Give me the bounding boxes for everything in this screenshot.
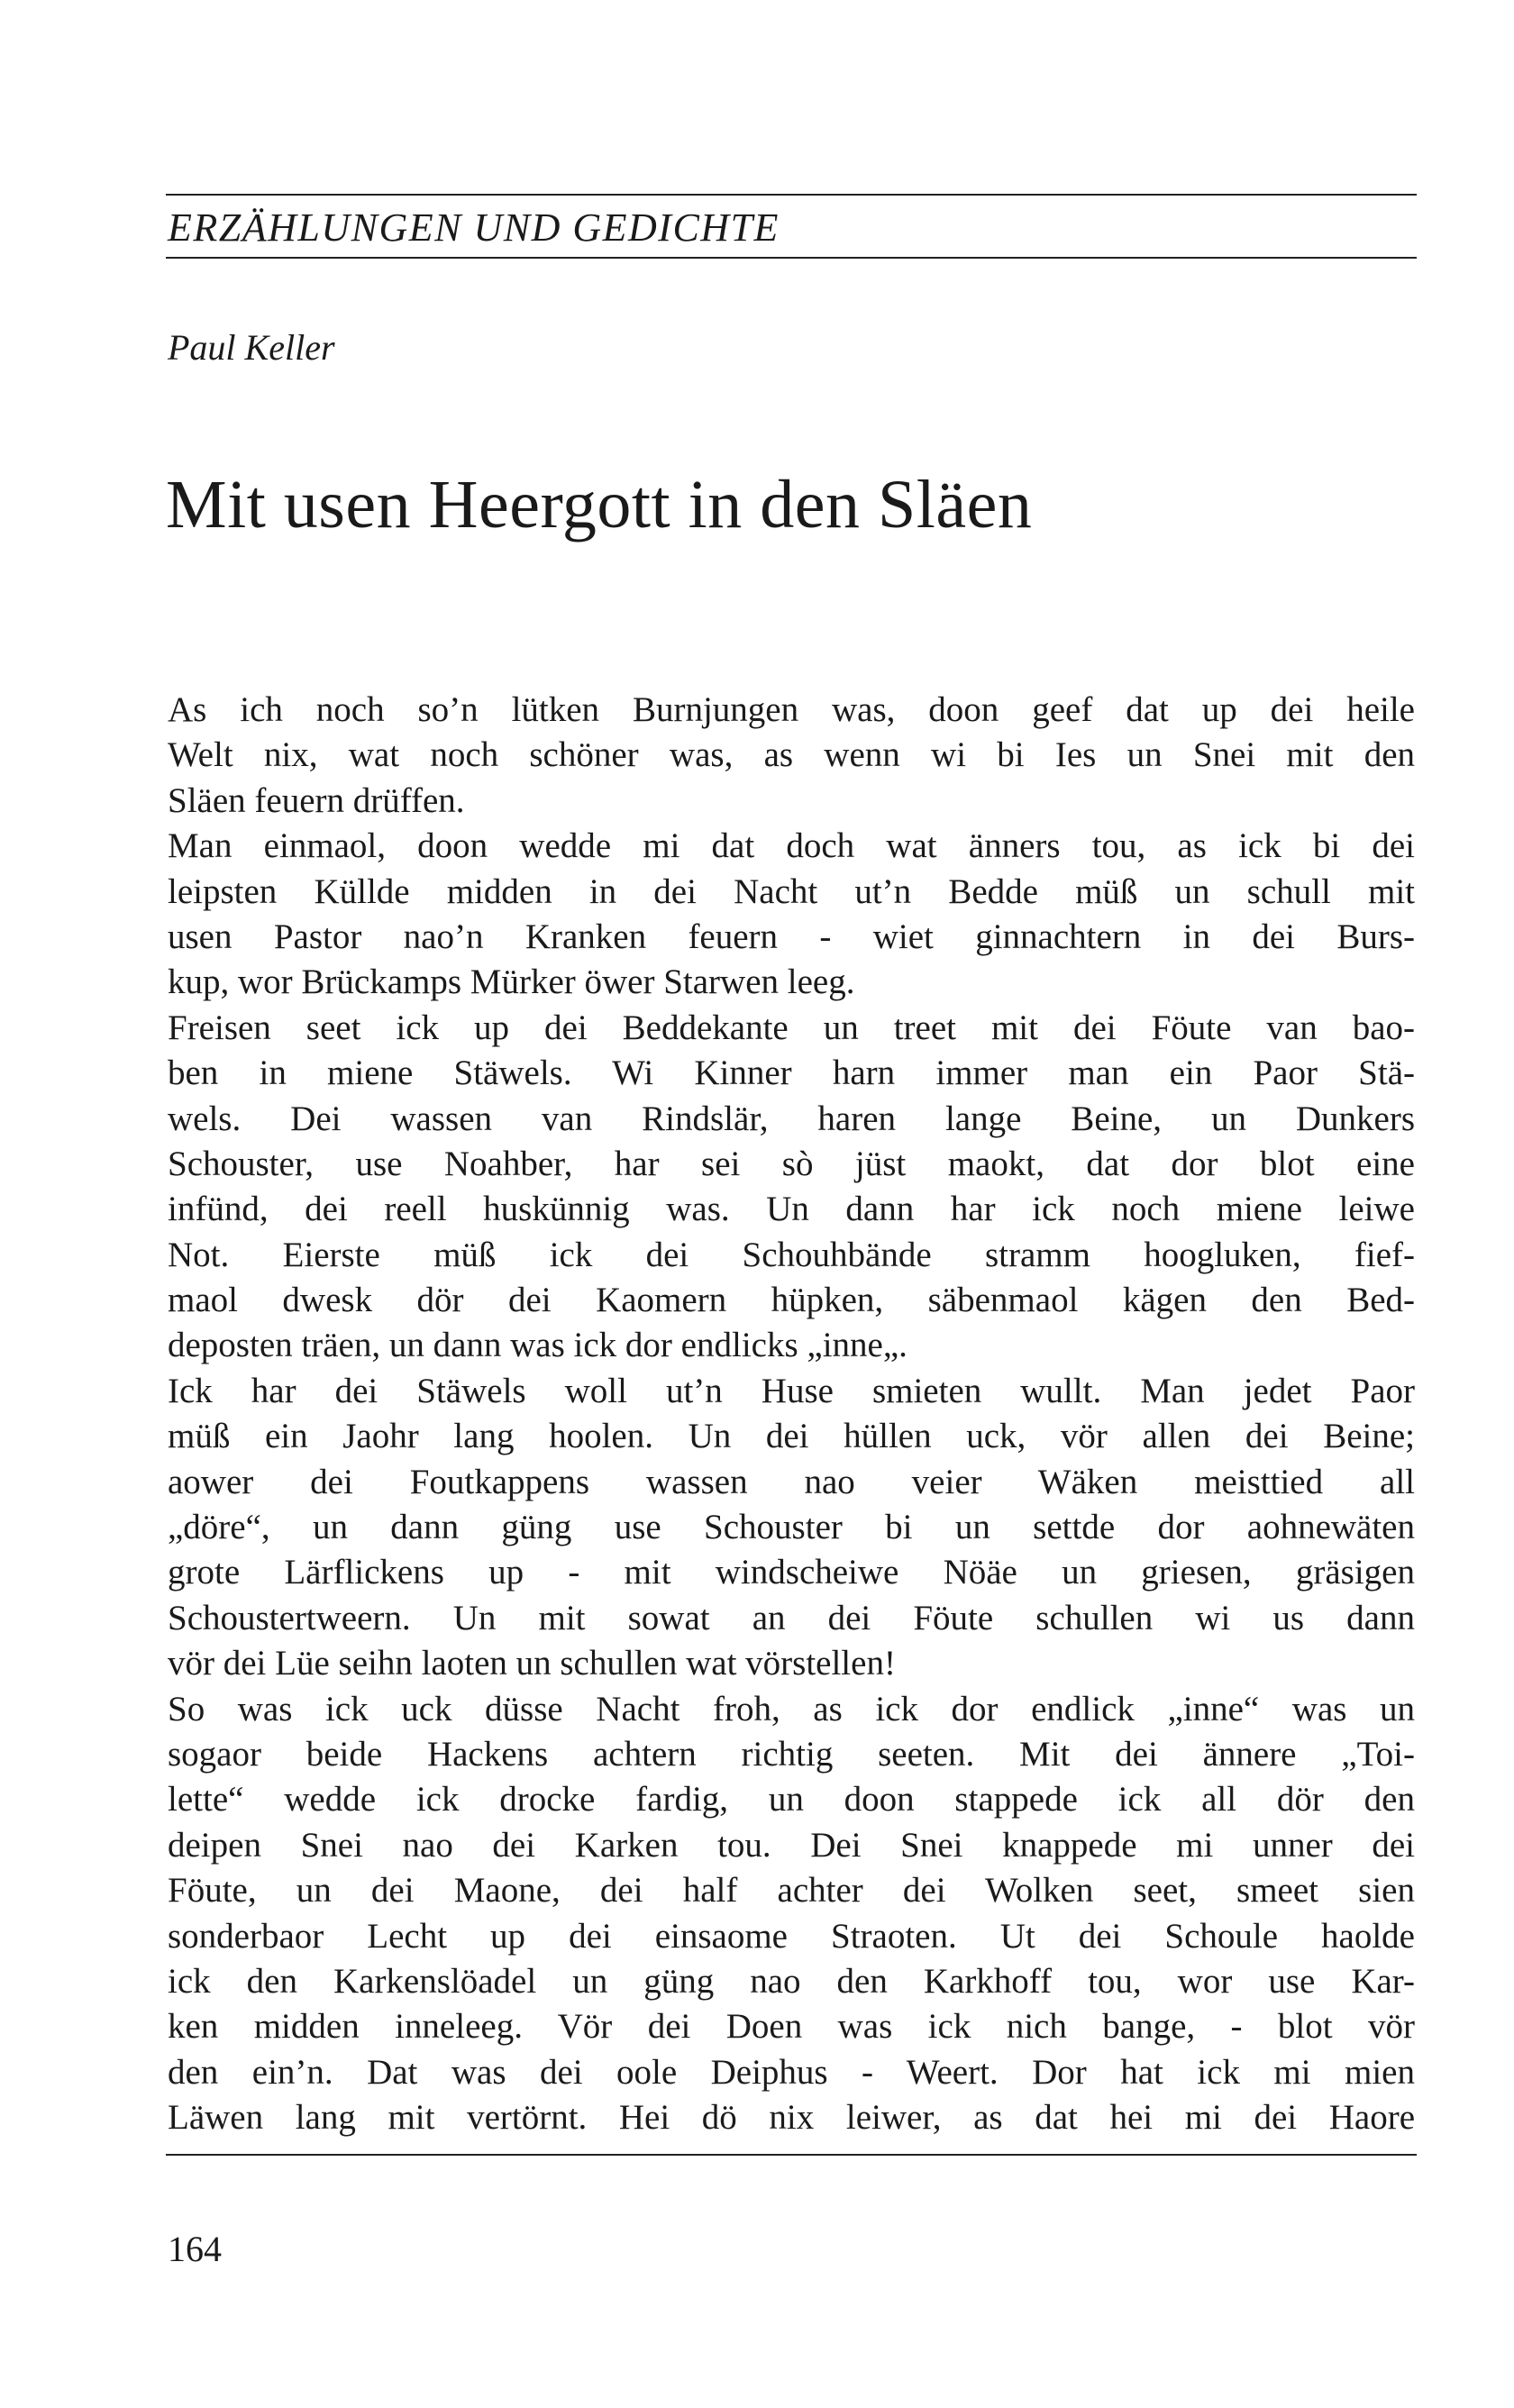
- text-line: kup, wor Brückamps Mürker öwer Starwen leeg.: [168, 962, 855, 1002]
- text-line: maol dwesk dör dei Kaomern hüpken, säbenmaol kägen den Bed-: [168, 1281, 1415, 1320]
- text-line: Not. Eierste müß ick dei Schouhbände stramm hoogluken, fief-: [168, 1235, 1415, 1274]
- text-line: Släen feuern drüffen.: [168, 780, 465, 820]
- text-line: sogaor beide Hackens achtern richtig seeten. Mit dei ännere „Toi-: [168, 1734, 1415, 1774]
- text-line: Man einmaol, doon wedde mi dat doch wat änners tou, as ick bi dei: [168, 826, 1415, 866]
- text-line: Welt nix, wat noch schöner was, as wenn wi bi Ies un Snei mit den: [168, 735, 1415, 775]
- text-line: Schouster, use Noahber, har sei sò jüst maokt, dat dor blot eine: [168, 1144, 1415, 1183]
- text-line: So was ick uck düsse Nacht froh, as ick dor endlick „inne“ was un: [168, 1689, 1415, 1728]
- text-line: leipsten Küllde midden in dei Nacht ut’n Bedde müß un schull mit: [168, 871, 1415, 911]
- text-line: Schoustertweern. Un mit sowat an dei Föute schullen wi us dann: [168, 1598, 1415, 1637]
- text-line: ben in miene Stäwels. Wi Kinner harn immer man ein Paor Stä-: [168, 1054, 1415, 1093]
- text-line: usen Pastor nao’n Kranken feuern - wiet ginnachtern in dei Burs-: [168, 917, 1415, 956]
- text-line: wels. Dei wassen van Rindslär, haren lange Beine, un Dunkers: [168, 1099, 1415, 1138]
- text-line: deposten träen, un dann was ick dor endlicks „inne„.: [168, 1326, 907, 1365]
- text-line: sonderbaor Lecht up dei einsaome Straoten. Ut dei Schoule haolde: [168, 1916, 1415, 1956]
- text-line: lette“ wedde ick drocke fardig, un doon stappede ick all dör den: [168, 1780, 1415, 1820]
- author-name: Paul Keller: [168, 327, 335, 368]
- page-number: 164: [168, 2229, 222, 2269]
- text-line: Ick har dei Stäwels woll ut’n Huse smieten wullt. Man jedet Paor: [168, 1371, 1415, 1410]
- text-line: aower dei Foutkappens wassen nao veier Wäken meisttied all: [168, 1462, 1415, 1501]
- text-line: ken midden inneleeg. Vör dei Doen was ick nich bange, - blot vör: [168, 2007, 1415, 2047]
- text-line: Föute, un dei Maone, dei half achter dei Wolken seet, smeet sien: [168, 1871, 1415, 1911]
- text-line: ick den Karkenslöadel un güng nao den Karkhoff tou, wor use Kar-: [168, 1961, 1415, 2001]
- text-line: grote Lärflickens up - mit windscheiwe Nöäe un griesen, gräsigen: [168, 1553, 1415, 1592]
- header-rule-bottom: [166, 257, 1417, 259]
- header-rule-top: [166, 194, 1417, 196]
- section-label: ERZÄHLUNGEN UND GEDICHTE: [168, 205, 780, 250]
- article-title: Mit usen Heergott in den Släen: [166, 467, 1033, 543]
- text-line: „döre“, un dann güng use Schouster bi un settde dor aohnewäten: [168, 1508, 1415, 1547]
- footer-rule: [166, 2154, 1417, 2156]
- text-line: vör dei Lüe seihn laoten un schullen wat vörstellen!: [168, 1644, 896, 1683]
- text-line: infünd, dei reell huskünnig was. Un dann har ick noch miene leiwe: [168, 1190, 1415, 1229]
- text-line: den ein’n. Dat was dei oole Deiphus - Weert. Dor hat ick mi mien: [168, 2052, 1415, 2092]
- text-line: As ich noch so’n lütken Burnjungen was, doon geef dat up dei heile: [168, 690, 1415, 729]
- body-text: [168, 688, 1415, 2141]
- text-line: deipen Snei nao dei Karken tou. Dei Snei knappede mi unner dei: [168, 1825, 1415, 1865]
- text-line: Freisen seet ick up dei Beddekante un treet mit dei Föute van bao-: [168, 1008, 1415, 1047]
- text-line: Läwen lang mit vertörnt. Hei dö nix leiwer, as dat hei mi dei Haore: [168, 2098, 1415, 2138]
- text-line: müß ein Jaohr lang hoolen. Un dei hüllen uck, vör allen dei Beine;: [168, 1417, 1415, 1456]
